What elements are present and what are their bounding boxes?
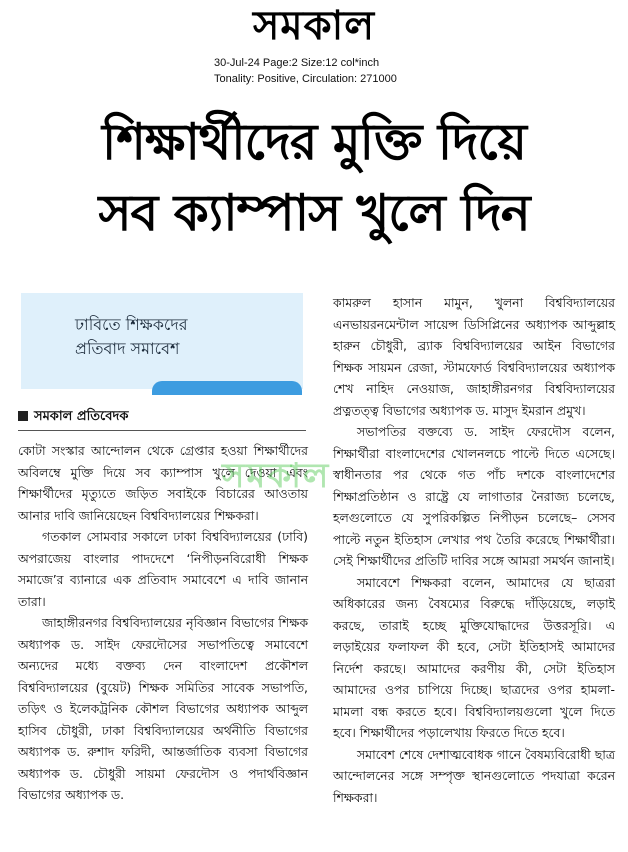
paragraph: জাহাঙ্গীরনগর বিশ্ববিদ্যালয়ের নৃবিজ্ঞান বিভাগের শিক্ষক অধ্যাপক ড. সাইদ ফেরদৌসের সভাপতিত্বে সমাবেশে অন্যদের মধ্যে বক্তব্য দেন বাংলাদেশ প্রকৌশল বিশ্ববিদ্যালয়ের (বুয়েট) শিক্ষক সমিতির সাবেক সভাপতি, তড়িৎ ও ইলেকট্রনিক কৌশল বিভাগের অধ্যাপক আব্দুল হাসিব চৌধুরী, ঢাকা বিশ্ববিদ্যালয়ের অর্থনীতি বিভাগের অধ্যাপক ড. রুশাদ ফরিদী, আন্তর্জাতিক ব্যবসা বিভাগের অধ্যাপক ড. চৌধুরী সায়মা ফেরদৌস ও পদার্থবিজ্ঞান বিভাগের অধ্যাপক ড. [18,615,308,802]
paragraph: কামরুল হাসান মামুন, খুলনা বিশ্ববিদ্যালয়ের এনভায়রনমেন্টাল সায়েন্স ডিসিপ্লিনের অধ্যাপক আব্দুল্লাহ হারুন চৌধুরী, ব্র্যাক বিশ্ববিদ্যালয়ের আইন বিভাগের শিক্ষক সায়মন রেজা, স্টামফোর্ড বিশ্ববিদ্যালয়ের অধ্যাপক শেখ নাহিদ নেওয়াজ, জাহাঙ্গীরনগর বিশ্ববিদ্যালয়ের প্রত্নতত্ত্ব বিভাগের অধ্যাপক ড. মাসুদ ইমরান প্রমুখ। [333,295,615,418]
headline-line-1: শিক্ষার্থীদের মুক্তি দিয়ে [101,113,526,171]
paragraph: সমাবেশ শেষে দেশাত্মবোধক গানে বৈষম্যবিরোধী ছাত্র আন্দোলনের সঙ্গে সম্পৃক্ত স্থানগুলোতে পদযাত্রা করেন শিক্ষকরা। [333,746,615,805]
promo-text [75,313,295,361]
paragraph: সমাবেশে শিক্ষকরা বলেন, আমাদের যে ছাত্ররা অধিকারের জন্য বৈষম্যের বিরুদ্ধে দাঁড়িয়েছে, লড়াই করছে, তারাই হচ্ছে মুক্তিযোদ্ধাদের উত্তরসূরি। এ লড়াইয়ের ফলাফল কী হবে, সেটা ইতিহাসই আমাদের নির্দেশ করছে। আমাদের করণীয় কী, সেটা ইতিহাস আমাদের ওপর চাপিয়ে দিচ্ছে। ছাত্রদের ওপর হামলা-মামলা বন্ধ করতে হবে। বিশ্ববিদ্যালয়গুলো খুলে দিতে হবে। শিক্ষার্থীদের পড়ালেখায় ফিরতে দিতে হবে। [333,574,615,740]
paragraph: কোটা সংস্কার আন্দোলন থেকে গ্রেপ্তার হওয়া শিক্ষার্থীদের অবিলম্বে মুক্তি দিয়ে সব ক্যাম্পাস খুলে দেওয়া এবং শিক্ষার্থীদের মৃত্যুতে জড়িত সবাইকে বিচারের আওতায় আনার দাবি জানিয়েছেন বিশ্ববিদ্যালয়ের শিক্ষকরা। [18,443,308,523]
byline-square-icon [18,411,28,421]
watermark-logo: সমকাল [222,456,331,496]
headline-line-2: সব ক্যাম্পাস খুলে দিন [98,184,530,242]
paragraph: গতকাল সোমবার সকালে ঢাকা বিশ্ববিদ্যালয়ের (ঢাবি) অপরাজেয় বাংলার পাদদেশে ‘নিপীড়নবিরোধী শিক্ষক সমাজে’র ব্যানারে এক প্রতিবাদ সমাবেশে এ দাবি জানান তারা। [18,529,308,609]
clipping-meta-tonality: Tonality: Positive, Circulation: 271000 [214,73,397,85]
byline-text: সমকাল প্রতিবেদক [34,409,129,424]
promo-line-1: ঢাবিতে শিক্ষকদের [75,315,188,334]
byline [18,404,306,431]
clipping-meta-date: 30-Jul-24 Page:2 Size:12 col*inch [214,57,380,69]
paragraph: সভাপতির বক্তব্যে ড. সাইদ ফেরদৌস বলেন, শিক্ষার্থীরা বাংলাদেশের খোলনলচে পাল্টে দিতে এসেছে। স্বাধীনতার পর থেকে গত পাঁচ দশকে বাংলাদেশের শিক্ষাপ্রতিষ্ঠান ও রাষ্ট্রে যে লাগাতার নৈরাজ্য চলেছে, হলগুলোতে যে সুপরিকল্পিত নিপীড়ন চলেছে– সেসব পাল্টে নতুন ইতিহাস লেখার পথ তৈরি করেছে শিক্ষার্থীরা। সেই শিক্ষার্থীদের প্রতিটি দাবির সঙ্গে আমরা সমর্থন জানাই। [333,424,615,568]
promo-box [21,293,303,389]
article-column-right [333,292,615,808]
promo-line-2: প্রতিবাদ সমাবেশ [75,339,180,358]
promo-decoration [152,381,302,395]
newspaper-masthead: সমকাল [252,3,376,49]
